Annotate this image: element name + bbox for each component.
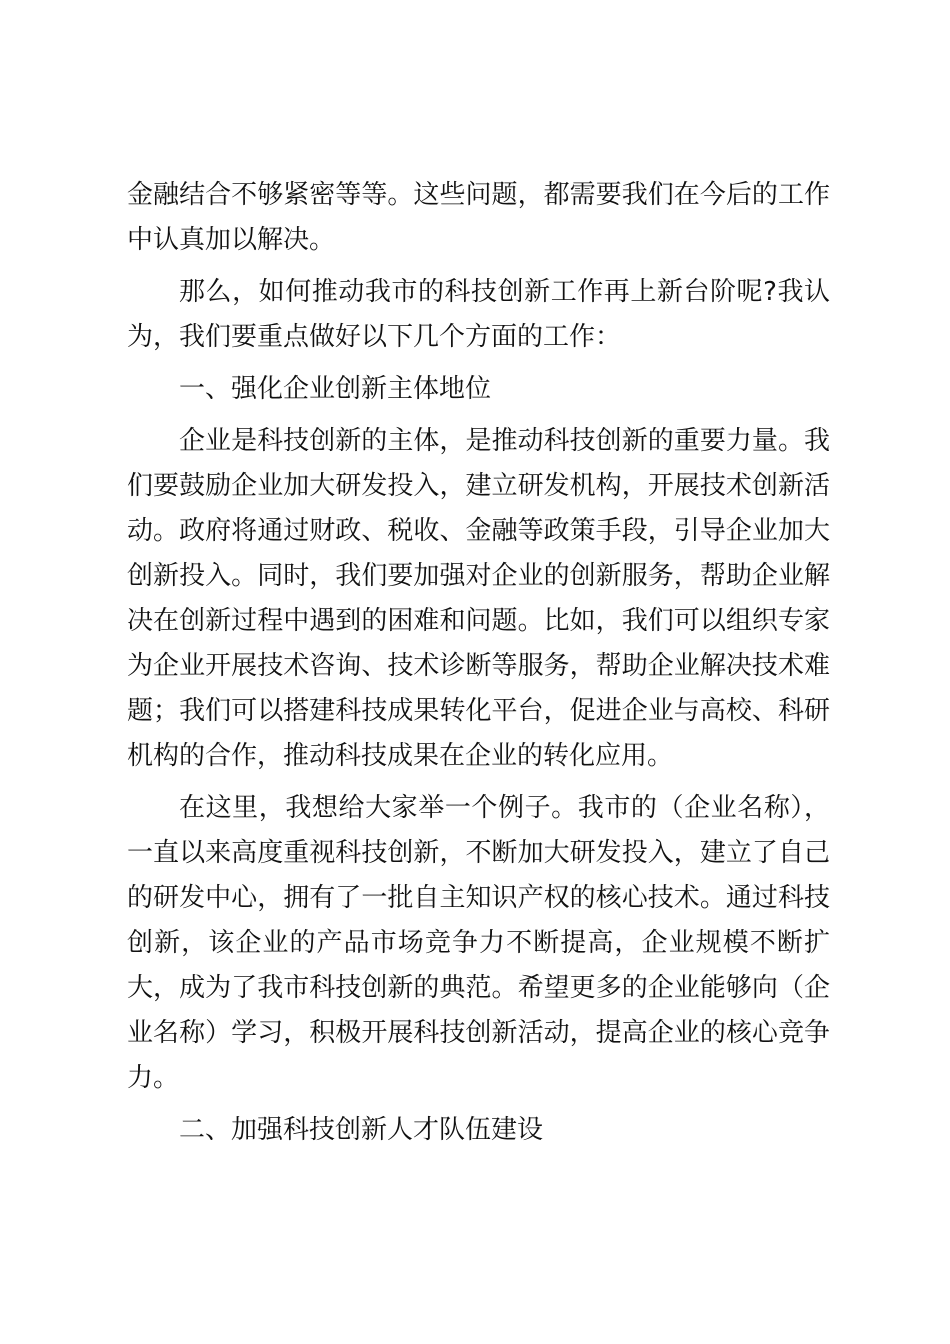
text-line: 中认真加以解决。 [127, 225, 336, 255]
text-line: 决在创新过程中遇到的困难和问题。比如，我们可以组织专家 [127, 606, 830, 636]
document-body [127, 173, 830, 1153]
text-line: 一直以来高度重视科技创新，不断加大研发投入，建立了自己 [127, 838, 830, 868]
text-line: 创新投入。同时，我们要加强对企业的创新服务，帮助企业解 [127, 561, 830, 591]
text-line: 业名称）学习，积极开展科技创新活动，提高企业的核心竞争 [127, 1018, 830, 1048]
text-line: 动。政府将通过财政、税收、金融等政策手段，引导企业加大 [127, 516, 830, 546]
text-line: 的研发中心，拥有了一批自主知识产权的核心技术。通过科技 [127, 883, 830, 913]
text-line: 力。 [127, 1063, 180, 1093]
text-line: 创新，该企业的产品市场竞争力不断提高，企业规模不断扩 [127, 928, 830, 958]
paragraph-body-1 [127, 419, 830, 779]
text-line: 企业是科技创新的主体，是推动科技创新的重要力量。我 [179, 426, 830, 456]
text-line: 大，成为了我市科技创新的典范。希望更多的企业能够向（企 [127, 973, 830, 1003]
text-line: 金融结合不够紧密等等。这些问题，都需要我们在今后的工作 [127, 180, 830, 210]
section-heading-2 [127, 1108, 830, 1153]
paragraph-question [127, 270, 830, 360]
paragraph-example [127, 786, 830, 1101]
text-line: 机构的合作，推动科技成果在企业的转化应用。 [127, 741, 674, 771]
paragraph-intro-tail [127, 173, 830, 263]
text-line: 在这里，我想给大家举一个例子。我市的（企业名称）， [179, 793, 830, 823]
section-heading-text: 一、强化企业创新主体地位 [179, 374, 492, 404]
text-line: 为，我们要重点做好以下几个方面的工作： [127, 322, 622, 352]
text-line: 为企业开展技术咨询、技术诊断等服务，帮助企业解决技术难 [127, 651, 830, 681]
section-heading-1 [127, 367, 830, 412]
text-line: 们要鼓励企业加大研发投入，建立研发机构，开展技术创新活 [127, 471, 830, 501]
text-line: 题；我们可以搭建科技成果转化平台，促进企业与高校、科研 [127, 696, 830, 726]
section-heading-text: 二、加强科技创新人才队伍建设 [179, 1115, 544, 1145]
text-line: 那么，如何推动我市的科技创新工作再上新台阶呢?我认 [179, 277, 830, 307]
